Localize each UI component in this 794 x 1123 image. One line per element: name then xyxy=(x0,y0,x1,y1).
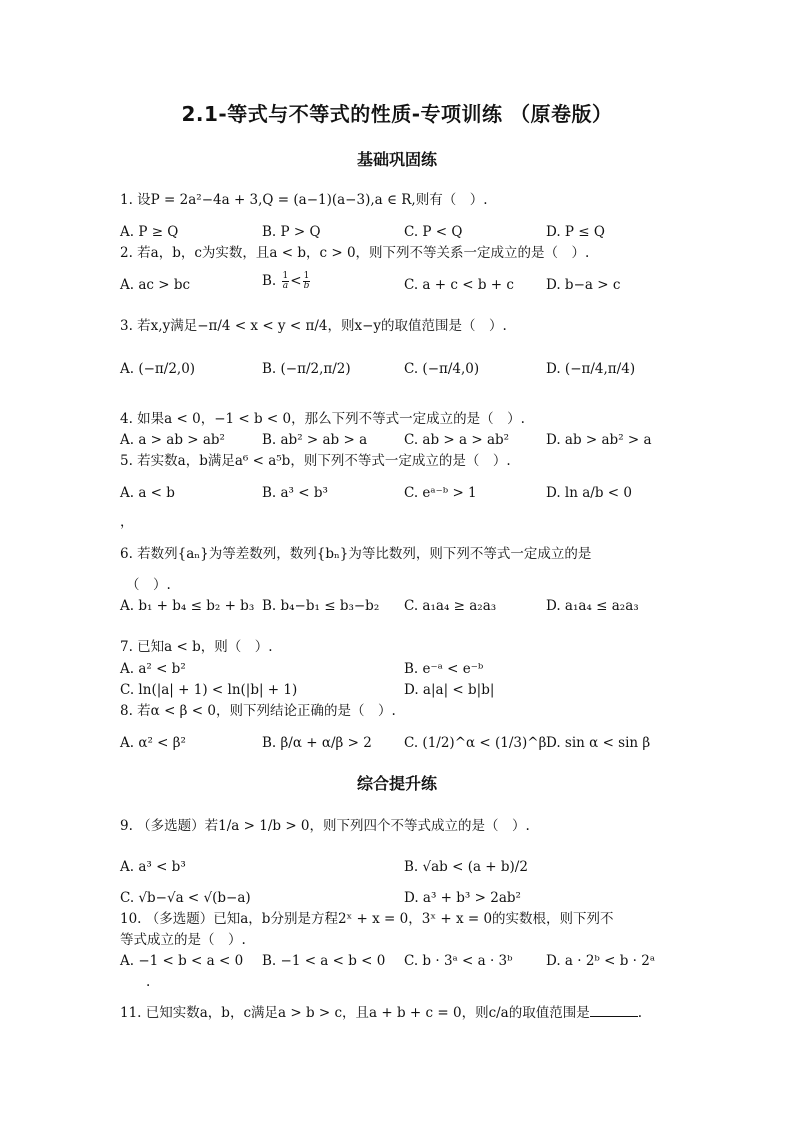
question-4-stem: 4. 如果a < 0，−1 < b < 0，那么下列不等式一定成立的是（ ）. xyxy=(120,411,525,427)
q4-option-d: D. ab > ab² > a xyxy=(546,432,652,448)
question-10-stem-line2: 等式成立的是（ ）. xyxy=(120,932,246,948)
q3-option-b: B. (−π/2,π/2) xyxy=(262,361,351,377)
q7-option-c: C. ln(|a| + 1) < ln(|b| + 1) xyxy=(120,682,298,698)
question-10-stem-line1: 10. （多选题）已知a，b分别是方程2ˣ + x = 0，3ˣ + x = 0的实数根，则下列不 xyxy=(120,911,614,927)
question-1-stem: 1. 设P = 2a²−4a + 3,Q = (a−1)(a−3),a ∈ R,则有（ ）. xyxy=(120,192,488,208)
q4-option-b: B. ab² > ab > a xyxy=(262,432,368,448)
q8-option-c: C. (1/2)^α < (1/3)^β xyxy=(404,735,547,751)
q4-option-c: C. ab > a > ab² xyxy=(404,432,510,448)
q1-option-b: B. P > Q xyxy=(262,224,321,240)
q9-option-c: C. √b−√a < √(b−a) xyxy=(120,890,251,906)
q2-option-a: A. ac > bc xyxy=(120,277,191,293)
q2-option-b-label: B. xyxy=(262,273,277,289)
q2-option-c: C. a + c < b + c xyxy=(404,277,514,293)
q3-option-c: C. (−π/4,0) xyxy=(404,361,480,377)
q7-option-a: A. a² < b² xyxy=(120,661,186,677)
question-8-stem: 8. 若α < β < 0，则下列结论正确的是（ ）. xyxy=(120,703,396,719)
q6-option-b: B. b₄−b₁ ≤ b₃−b₂ xyxy=(262,598,380,614)
answer-blank xyxy=(590,1016,638,1017)
q6-option-d: D. a₁a₄ ≤ a₂a₃ xyxy=(546,598,639,614)
q8-option-a: A. α² < β² xyxy=(120,735,186,751)
q5-option-c: C. eᵃ⁻ᵇ > 1 xyxy=(404,485,477,501)
q2-fraction-1-over-b: $\frac{1}{b}$ xyxy=(303,271,310,291)
q1-option-c: C. P < Q xyxy=(404,224,463,240)
q3-option-d: D. (−π/4,π/4) xyxy=(546,361,636,377)
q10-option-a: A. −1 < b < a < 0 xyxy=(120,953,244,969)
question-3-stem: 3. 若x,y满足−π/4 < x < y < π/4，则x−y的取值范围是（ ）. xyxy=(120,318,507,334)
q10-option-c: C. b · 3ᵃ < a · 3ᵇ xyxy=(404,953,513,969)
q10-option-d: D. a · 2ᵇ < b · 2ᵃ xyxy=(546,953,656,969)
question-11-stem: 11. 已知实数a，b，c满足a > b > c，且a + b + c = 0，则c/a的取值范围是 xyxy=(120,1005,590,1021)
question-6-stem-line1: 6. 若数列{aₙ}为等差数列，数列{bₙ}为等比数列，则下列不等式一定成立的是 xyxy=(120,546,592,562)
question-11 xyxy=(120,1004,642,1022)
q5-option-b: B. a³ < b³ xyxy=(262,485,328,501)
q5-option-a: A. a < b xyxy=(120,485,175,501)
question-7-stem: 7. 已知a < b，则（ ）. xyxy=(120,639,273,655)
question-6-stem-line2: （ ）. xyxy=(126,577,171,593)
section-basic: 基础巩固练 xyxy=(356,150,437,169)
q6-option-c: C. a₁a₄ ≥ a₂a₃ xyxy=(404,598,497,614)
question-5-stem: 5. 若实数a，b满足a⁶ < a⁵b，则下列不等式一定成立的是（ ）. xyxy=(120,453,511,469)
q10-option-b: B. −1 < a < b < 0 xyxy=(262,953,386,969)
q1-option-d: D. P ≤ Q xyxy=(546,224,605,240)
question-2-stem: 2. 若a，b，c为实数，且a < b，c > 0，则下列不等关系一定成立的是（ ）. xyxy=(120,245,590,261)
page-title: 2.1-等式与不等式的性质-专项训练 （原卷版） xyxy=(181,102,613,126)
question-11-tail: . xyxy=(637,1005,643,1021)
q6-option-a: A. b₁ + b₄ ≤ b₂ + b₃ xyxy=(120,598,255,614)
q2-option-b: B. $\frac{1}{a}$ < $\frac{1}{b}$ xyxy=(262,271,310,291)
q8-option-b: B. β/α + α/β > 2 xyxy=(262,735,372,751)
q5-option-d: D. ln a/b < 0 xyxy=(546,485,632,501)
q9-option-a: A. a³ < b³ xyxy=(120,859,186,875)
q9-option-b: B. √ab < (a + b)/2 xyxy=(404,859,528,875)
q7-option-b: B. e⁻ᵃ < e⁻ᵇ xyxy=(404,661,484,677)
section-advanced: 综合提升练 xyxy=(356,774,437,793)
question-9-stem: 9. （多选题）若1/a > 1/b > 0，则下列四个不等式成立的是（ ）. xyxy=(120,818,530,834)
q7-option-d: D. a|a| < b|b| xyxy=(404,682,495,698)
q2-option-d: D. b−a > c xyxy=(546,277,621,293)
q9-option-d: D. a³ + b³ > 2ab² xyxy=(404,890,521,906)
q3-option-a: A. (−π/2,0) xyxy=(120,361,196,377)
q4-option-a: A. a > ab > ab² xyxy=(120,432,225,448)
stray-period: . xyxy=(146,974,151,990)
q2-fraction-1-over-a: $\frac{1}{a}$ xyxy=(282,271,289,291)
q8-option-d: D. sin α < sin β xyxy=(546,735,651,751)
q1-option-a: A. P ≥ Q xyxy=(120,224,179,240)
stray-comma: ， xyxy=(120,514,134,530)
